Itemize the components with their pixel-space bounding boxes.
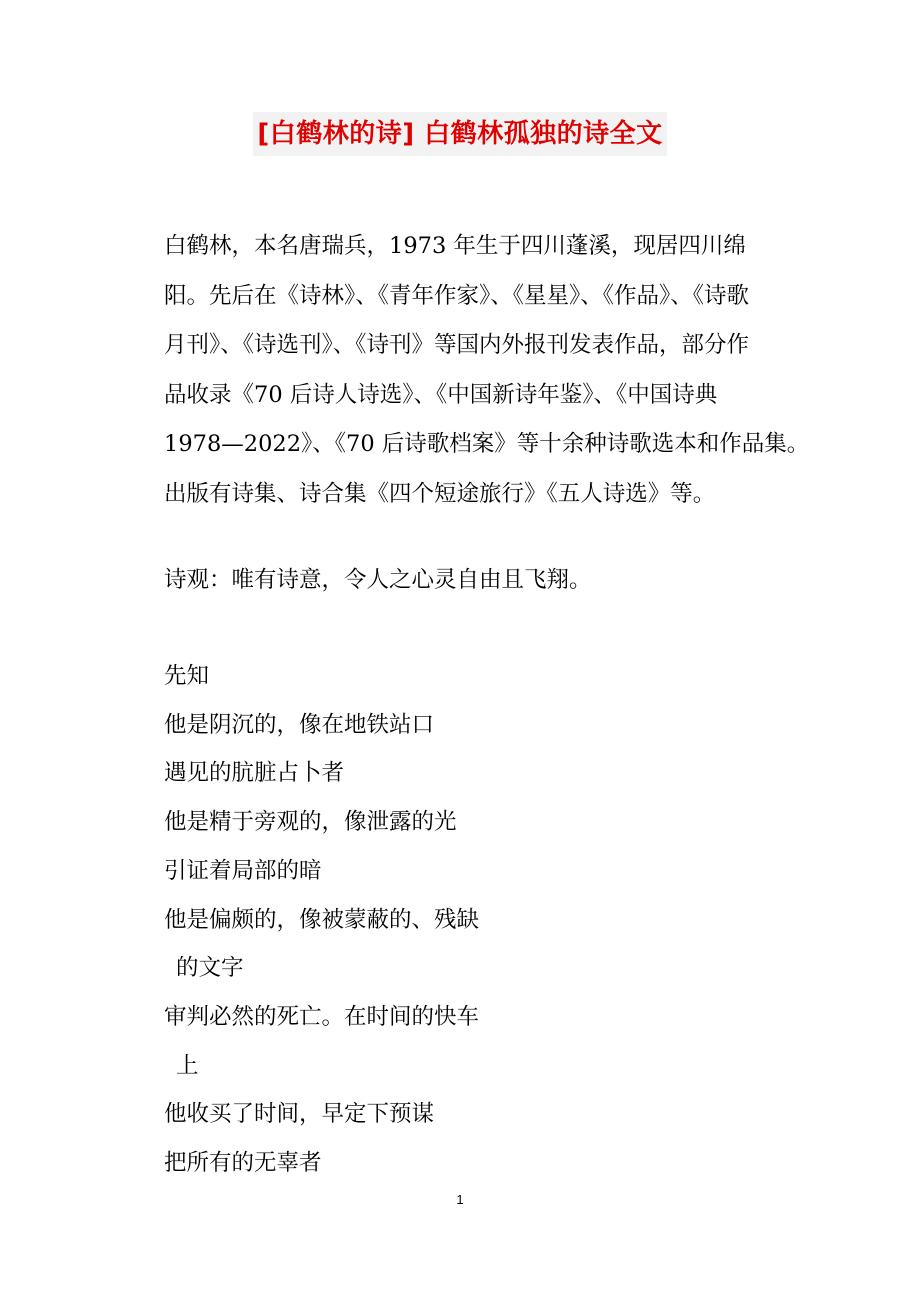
poem-line: 引证着局部的暗 (164, 857, 322, 884)
poem-line: 遇见的肮脏占卜者 (164, 760, 345, 787)
poem-title: 先知 (164, 663, 210, 689)
poem-line: 上 (176, 1052, 199, 1079)
poem-line: 审判必然的死亡。在时间的快车 (164, 1003, 480, 1030)
poem-line: 他收买了时间，早定下预谋 (164, 1101, 435, 1128)
document-title: [白鹤林的诗] 白鹤林孤独的诗全文 (253, 112, 666, 156)
poem-body (164, 652, 479, 1188)
poetics-statement: 诗观：唯有诗意，令人之心灵自由且飞翔。 (164, 567, 592, 593)
author-intro-paragraph (164, 222, 810, 519)
poem-line: 把所有的无辜者 (164, 1150, 322, 1177)
poem-line: 的文字 (176, 955, 244, 982)
intro-line: 1978—2022》、《70 后诗歌档案》等十余种诗歌选本和作品集。 (164, 431, 810, 457)
poem-line: 他是精于旁观的，像泄露的光 (164, 809, 457, 836)
poem-line: 他是偏颇的，像被蒙蔽的、残缺 (164, 906, 480, 933)
intro-line: 品收录《70 后诗人诗选》、《中国新诗年鉴》、《中国诗典 (164, 381, 718, 408)
intro-line: 白鹤林，本名唐瑞兵，1973 年生于四川蓬溪，现居四川绵 (164, 233, 746, 259)
intro-line: 阳。先后在《诗林》、《青年作家》、《星星》、《作品》、《诗歌 (164, 282, 750, 309)
poem-line: 他是阴沉的，像在地铁站口 (164, 711, 435, 738)
intro-line: 出版有诗集、诗合集《四个短途旅行》《五人诗选》等。 (164, 480, 716, 507)
title-container (0, 112, 920, 156)
page-number: 1 (456, 1192, 464, 1207)
intro-line: 月刊》、《诗选刊》、《诗刊》等国内外报刊发表作品，部分作 (164, 332, 750, 358)
